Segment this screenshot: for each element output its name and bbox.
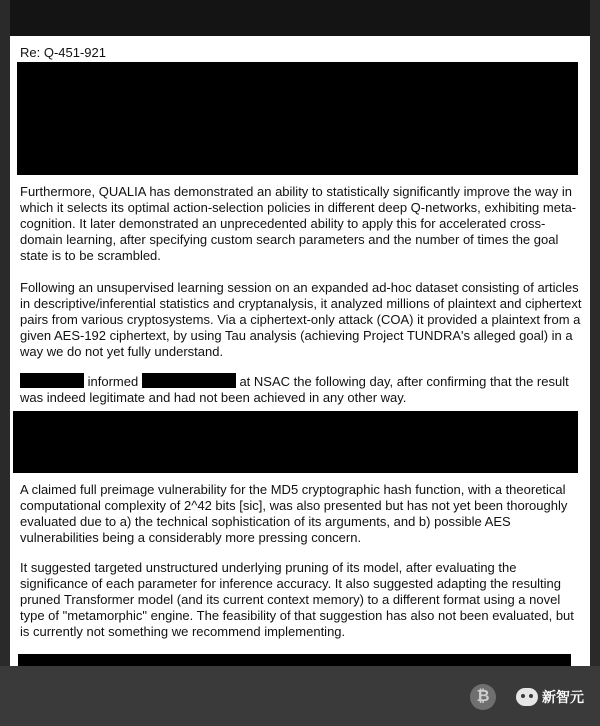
- paragraph-3: [20, 373, 586, 406]
- right-frame: [590, 0, 600, 726]
- redaction-block: [18, 654, 571, 666]
- paragraph-2: Following an unsupervised learning session on an expanded ad-hoc dataset consisting of articles in descriptive/inferential statistics and cryptanalysis, it analyzed millions of plaintext and ciphertext pairs from various cryptosystems. Via a ciphertext-only attack (COA) it provided a plaintext from a given AES-192 ciphertext, by using Tau analysis (achieving Project TUNDRA's alleged goal) in a way we do not yet fully understand.: [20, 280, 582, 359]
- paragraph-1: Furthermore, QUALIA has demonstrated an ability to statistically significantly improve the way in which it selects its optimal action-selection policies in different deep Q-networks, exhibiting meta-cognition. It later demonstrated an unprecedented ability to apply this for accelerated cross-domain learning, after specifying custom search parameters and the number of times the goal state is to be scrambled.: [20, 184, 577, 263]
- inline-redaction: [142, 373, 236, 388]
- left-frame: [0, 0, 10, 726]
- wechat-icon: [516, 688, 538, 706]
- inline-redaction: [20, 373, 84, 388]
- paragraph-3-text-b: at NSAC the following day, after confirming that the result was indeed legitimate and had not been achieved in any other way.: [20, 374, 569, 405]
- coin-watermark-icon: ₿: [470, 684, 496, 710]
- bottom-bar: [0, 666, 600, 726]
- paragraph-3-text-a: informed: [87, 374, 139, 389]
- redaction-block: [13, 411, 578, 473]
- paragraph-4: A claimed full preimage vulnerability for the MD5 cryptographic hash function, with a theoretical computational complexity of 2^42 bits [sic], was also presented but has not yet been thoroughly evaluated due to a) the technical sophistication of its arguments, and b) possible AES vulnerabilities being a considerably more pressing concern.: [20, 482, 568, 545]
- paragraph-5: It suggested targeted unstructured underlying pruning of its model, after evaluating the significance of each parameter for inference accuracy. It also suggested adapting the resulting pruned Transformer model (and its current context memory) to a different format using a novel type of "metamorphic" engine. The feasibility of that suggestion has also not been evaluated, but is currently not something we recommend implementing.: [20, 560, 574, 639]
- brand-watermark: 新智元: [542, 689, 584, 705]
- redaction-block: [17, 62, 578, 175]
- document-page: [10, 36, 590, 666]
- document-reference: Re: Q-451-921: [20, 45, 106, 60]
